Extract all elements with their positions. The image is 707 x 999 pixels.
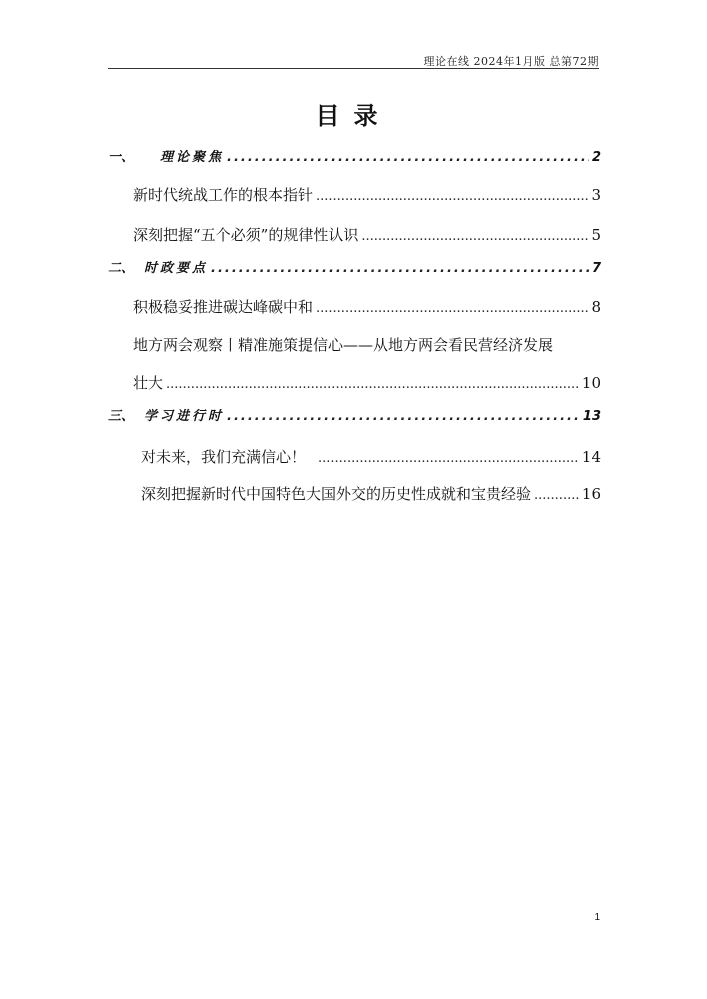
entry-title: 壮大 <box>133 374 164 392</box>
toc-entry[interactable] <box>133 183 601 207</box>
entry-page-number: 5 <box>591 226 601 244</box>
dot-leader <box>534 484 579 508</box>
section-page-number: 13 <box>582 409 601 424</box>
section-label: 理论聚焦 <box>160 150 225 165</box>
entry-page-number: 16 <box>581 485 601 503</box>
toc-entry[interactable] <box>141 445 601 469</box>
toc-entry[interactable] <box>141 482 601 506</box>
section-number: 一、 <box>108 150 135 165</box>
dot-leader <box>316 297 588 321</box>
toc-section-1[interactable] <box>108 146 601 170</box>
toc-entry[interactable] <box>133 295 601 319</box>
section-page-number: 2 <box>591 150 601 165</box>
section-page-number: 7 <box>591 261 601 276</box>
toc-entry[interactable] <box>133 223 601 247</box>
toc-entry[interactable] <box>133 371 601 395</box>
running-header: 理论在线 2024年1月版 总第72期 <box>423 55 599 68</box>
entry-page-number: 8 <box>591 298 601 316</box>
entry-title: 深刻把握“五个必须”的规律性认识 <box>133 226 359 244</box>
dot-leader <box>361 225 588 249</box>
entry-page-number: 14 <box>581 448 601 466</box>
entry-title: 积极稳妥推进碳达峰碳中和 <box>133 298 314 316</box>
entry-title: 对未来，我们充满信心！ <box>141 448 307 466</box>
entry-title: 深刻把握新时代中国特色大国外交的历史性成就和宝贵经验 <box>141 485 532 503</box>
section-label: 时政要点 <box>144 261 209 276</box>
entry-title: 新时代统战工作的根本指针 <box>133 186 314 204</box>
section-number: 二、 <box>108 261 135 276</box>
toc-entry-line1[interactable]: 地方两会观察丨精准施策提信心——从地方两会看民营经济发展 <box>133 336 554 354</box>
dot-leader <box>211 257 589 281</box>
header-rule <box>108 68 599 69</box>
dot-leader <box>166 373 579 397</box>
page-number: 1 <box>594 912 600 923</box>
dot-leader <box>227 146 589 170</box>
toc-title: 目录 <box>315 102 392 130</box>
section-number: 三、 <box>108 409 135 424</box>
entry-page-number: 10 <box>581 374 601 392</box>
section-label: 学习进行时 <box>144 409 225 424</box>
toc-section-3[interactable] <box>108 405 601 429</box>
dot-leader <box>316 185 588 209</box>
entry-page-number: 3 <box>591 186 601 204</box>
dot-leader <box>227 405 580 429</box>
dot-leader <box>318 447 579 471</box>
toc-section-2[interactable] <box>108 257 601 281</box>
